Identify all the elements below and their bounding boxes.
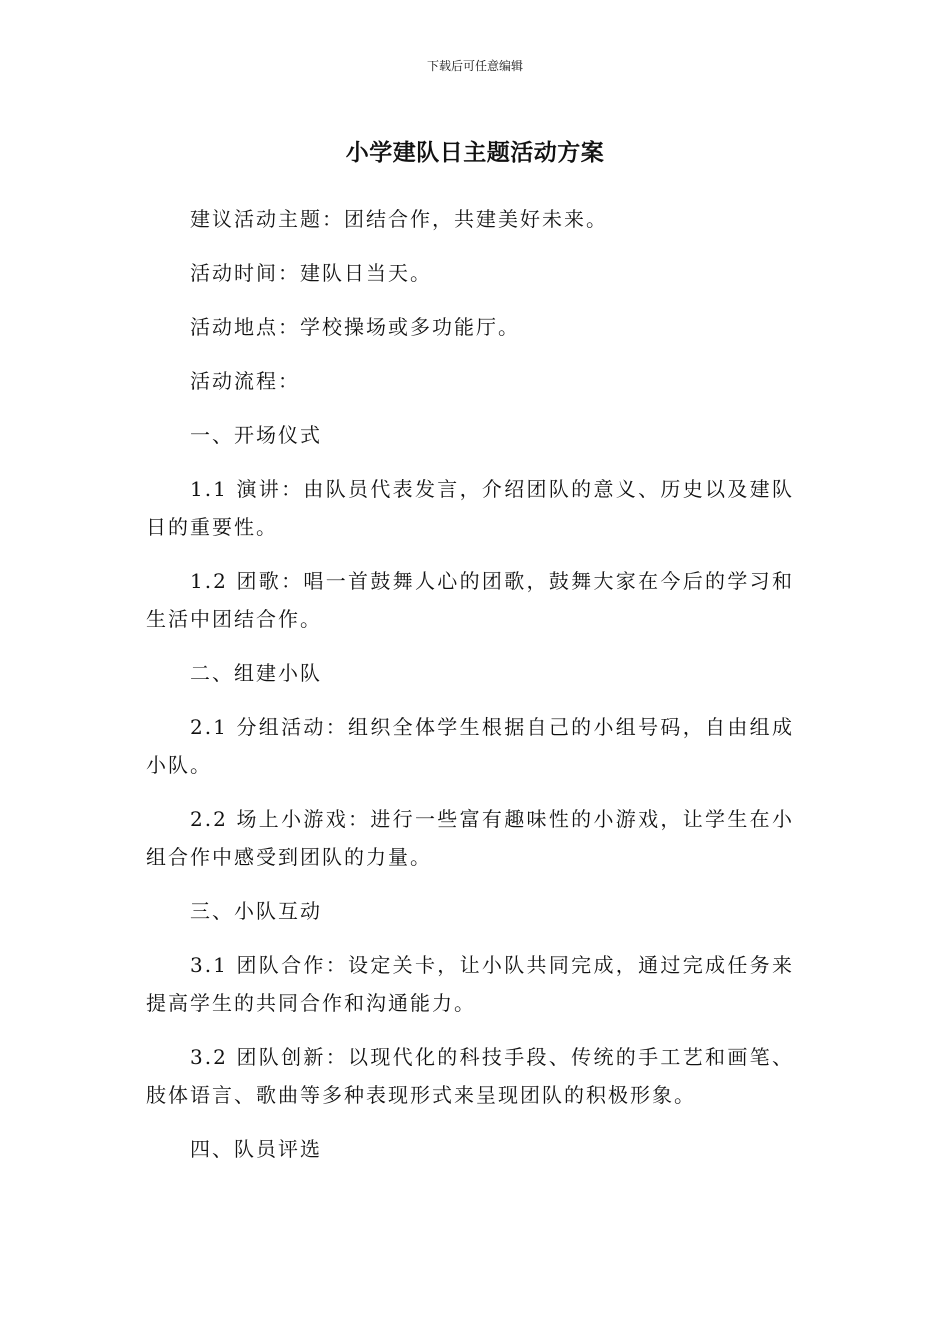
paragraph-time: 活动时间：建队日当天。 bbox=[190, 261, 432, 285]
document-title: 小学建队日主题活动方案 bbox=[345, 140, 605, 166]
paragraph-item-3-2: 3.2 团队创新：以现代化的科技手段、传统的手工艺和画笔、肢体语言、歌曲等多种表现形式来呈现团队的积极形象。 bbox=[146, 1045, 794, 1107]
paragraph-item-1-1: 1.1 演讲：由队员代表发言，介绍团队的意义、历史以及建队日的重要性。 bbox=[146, 477, 794, 539]
paragraph-theme: 建议活动主题：团结合作，共建美好未来。 bbox=[190, 207, 608, 231]
paragraph-item-2-2: 2.2 场上小游戏：进行一些富有趣味性的小游戏，让学生在小组合作中感受到团队的力量。 bbox=[146, 807, 794, 869]
section-heading-member-selection: 四、队员评选 bbox=[190, 1137, 322, 1161]
document-body bbox=[146, 200, 794, 1168]
section-heading-form-teams: 二、组建小队 bbox=[190, 661, 322, 685]
page-header-note: 下载后可任意编辑 bbox=[426, 59, 523, 73]
paragraph-location: 活动地点：学校操场或多功能厅。 bbox=[190, 315, 520, 339]
paragraph-process-heading: 活动流程： bbox=[190, 369, 300, 393]
paragraph-item-1-2: 1.2 团歌：唱一首鼓舞人心的团歌，鼓舞大家在今后的学习和生活中团结合作。 bbox=[146, 569, 794, 631]
paragraph-item-2-1: 2.1 分组活动：组织全体学生根据自己的小组号码，自由组成小队。 bbox=[146, 715, 794, 777]
section-heading-opening: 一、开场仪式 bbox=[190, 423, 322, 447]
paragraph-item-3-1: 3.1 团队合作：设定关卡，让小队共同完成，通过完成任务来提高学生的共同合作和沟通能力。 bbox=[146, 953, 794, 1015]
section-heading-team-interaction: 三、小队互动 bbox=[190, 899, 322, 923]
